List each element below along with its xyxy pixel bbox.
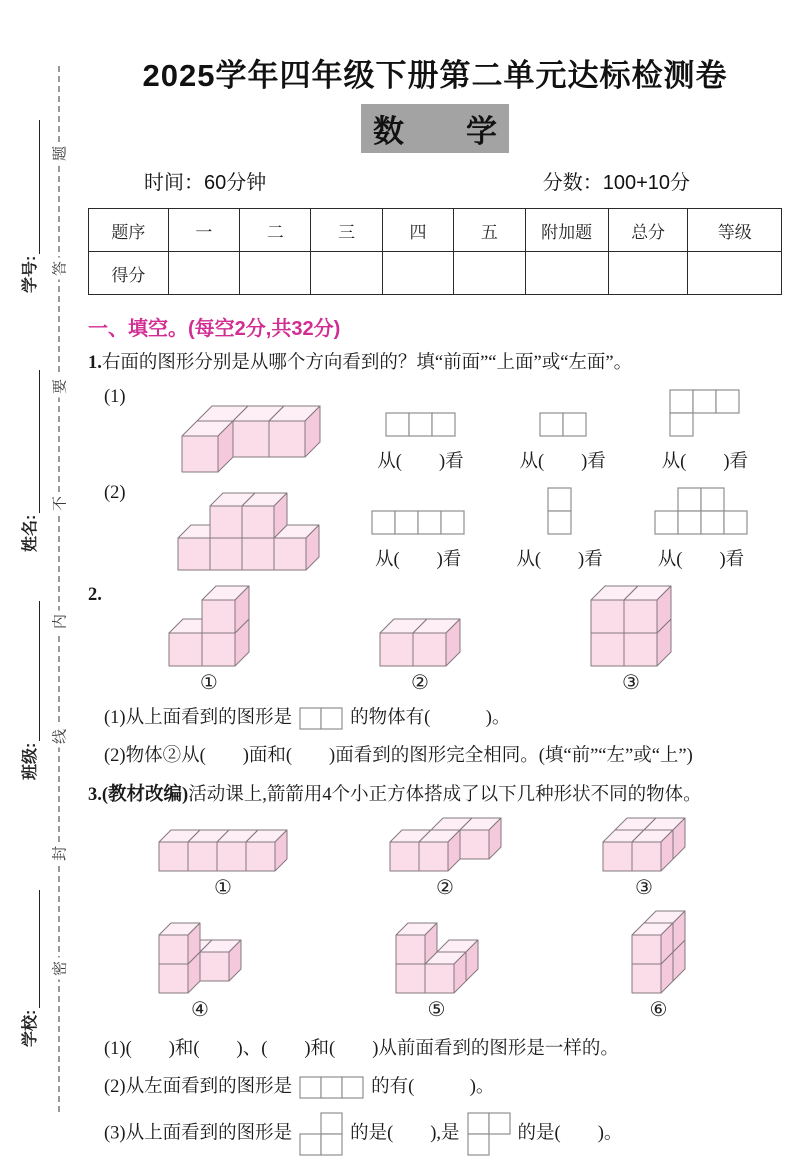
view-grid-L: [669, 389, 740, 437]
score-row-label: 得分: [89, 252, 169, 295]
figure-caption: ③: [635, 877, 653, 900]
figure-caption: ①: [214, 877, 232, 900]
total-score: 分数：100+10分: [542, 172, 690, 194]
name-blank: [24, 370, 40, 513]
seal-char-da: 答: [44, 258, 75, 280]
q3-sub2-text-post: 的有( )。: [371, 1076, 495, 1097]
header-part-2: 二: [240, 209, 311, 252]
view-grid-T: [654, 487, 748, 535]
question-1-number: 1.: [88, 353, 102, 373]
inline-grid-1x2: [299, 707, 343, 730]
student-id-blank: [24, 120, 40, 254]
header-part-1: 一: [168, 209, 239, 252]
header-part-3: 三: [311, 209, 382, 252]
question-3-figures-row-1: [158, 817, 686, 900]
question-1-stem: [88, 350, 782, 377]
class-label: 班级:: [22, 742, 39, 780]
figure-item: [590, 585, 672, 695]
header-part-4: 四: [382, 209, 453, 252]
seal-char-xian: 线: [44, 726, 75, 748]
seal-dashed-line: [58, 66, 60, 1112]
view-block: [654, 483, 748, 571]
q3-sub3-text-mid: 的是( ),是: [350, 1122, 460, 1143]
score-cell: [240, 252, 311, 295]
inline-grid-corner-right: [299, 1112, 343, 1156]
exam-info-row: [88, 166, 782, 195]
cube-figure-q3-1: [158, 829, 288, 872]
seal-char-yao: 要: [44, 376, 75, 398]
header-total: 总分: [608, 209, 688, 252]
view-caption: 从( )看: [516, 549, 603, 570]
cube-figure-q3-6: [631, 910, 686, 994]
q3-sub2-text-pre: (2)从左面看到的图形是: [104, 1076, 293, 1097]
cube-figure-q2-2: [379, 618, 461, 667]
binding-margin: [0, 0, 86, 1122]
header-bonus: 附加题: [525, 209, 608, 252]
part-1-label: (1): [104, 386, 126, 407]
figure-caption: ②: [436, 877, 454, 900]
figure-caption: ④: [191, 999, 209, 1022]
score-cell: [525, 252, 608, 295]
figure-caption: ①: [199, 671, 218, 694]
question-1-text: 右面的图形分别是从哪个方向看到的？填“前面”“上面”或“左面”。: [101, 353, 633, 373]
class-blank: [24, 601, 40, 741]
seal-char-ti: 题: [44, 143, 75, 165]
subject-wrap: [88, 104, 782, 153]
figure-caption: ③: [622, 671, 640, 694]
name-label: 姓名:: [22, 514, 39, 552]
main-content: [88, 0, 782, 1156]
figure-item: [389, 817, 502, 900]
question-3-text: 活动课上,箭箭用4个小正方体搭成了以下几种形状不同的物体。: [188, 785, 702, 806]
header-question-order: 题序: [89, 209, 169, 252]
school-field: [18, 890, 40, 1047]
score-cell: [608, 252, 688, 295]
question-3-figures-row-2: [158, 910, 686, 1022]
figure-item: [395, 910, 479, 1022]
question-2-figures: [168, 585, 672, 695]
question-3-number: 3.: [88, 785, 102, 806]
q2-sub1-text-post: 的物体有( )。: [350, 707, 511, 728]
view-caption: 从( )看: [661, 451, 748, 472]
question-2-number: 2.: [88, 584, 102, 605]
q3-sub3-text-post: 的是( )。: [517, 1122, 623, 1143]
question-2-sub-2: (2)物体②从( )面和( )面看到的图形完全相同。(填“前”“左”或“上”): [104, 745, 693, 766]
header-grade: 等级: [688, 209, 782, 252]
figure-item: [631, 910, 686, 1022]
score-cell: [311, 252, 382, 295]
score-table-score-row: [89, 252, 782, 295]
student-id-field: [18, 120, 40, 293]
figure-caption: ⑥: [649, 999, 668, 1022]
figure-item: [379, 618, 461, 695]
school-label: 学校:: [22, 1009, 39, 1047]
school-blank: [24, 890, 40, 1008]
view-block: [516, 483, 602, 571]
question-2-sub-1: [104, 705, 782, 733]
view-caption: 从( )看: [377, 451, 464, 472]
cube-figure-q3-5: [395, 910, 479, 994]
section-one-heading: 一、填空。(每空2分,共32分): [88, 318, 341, 340]
seal-char-bu: 不: [44, 493, 75, 515]
view-grid-1x4: [371, 510, 465, 535]
part-2-label: (2): [104, 482, 126, 503]
score-table: [88, 208, 782, 295]
view-block: [377, 387, 463, 473]
question-3-tag: (教材改编): [101, 785, 189, 806]
inline-grid-1x3: [299, 1076, 364, 1099]
header-part-5: 五: [454, 209, 525, 252]
view-grid-2x1: [547, 487, 572, 535]
cube-figure-q2-1: [168, 585, 250, 667]
seal-char-nei: 内: [44, 611, 75, 633]
score-cell: [382, 252, 453, 295]
view-caption: 从( )看: [657, 549, 745, 570]
score-table-header-row: [89, 209, 782, 252]
page-title: 2025学年四年级下册第二单元达标检测卷: [142, 58, 728, 93]
q3-sub3-text-pre: (3)从上面看到的图形是: [104, 1122, 293, 1143]
cube-figure-q3-3: [602, 817, 686, 872]
figure-item: [168, 585, 250, 695]
question-3-sub-3: [104, 1112, 782, 1156]
score-cell: [454, 252, 525, 295]
seal-char-mi: 密: [44, 958, 75, 980]
time-limit: 时间：60分钟: [144, 172, 267, 194]
figure-caption: ⑤: [427, 999, 446, 1022]
view-caption: 从( )看: [519, 451, 606, 472]
name-field: [18, 370, 40, 552]
figure-caption: ②: [410, 671, 429, 694]
seal-char-feng: 封: [44, 843, 75, 865]
figure-item: [158, 829, 288, 900]
view-block: [371, 483, 465, 571]
view-block: [519, 387, 605, 473]
view-grid-1x2: [539, 412, 587, 437]
cube-figure-q2-3: [590, 585, 672, 667]
q2-sub1-text-pre: (1)从上面看到的图形是: [104, 707, 293, 728]
cube-figure-q1-1: [181, 405, 321, 473]
question-2-row: [88, 585, 782, 695]
score-cell: [168, 252, 239, 295]
view-caption: 从( )看: [374, 549, 462, 570]
view-grid-1x3: [385, 412, 456, 437]
figure-item: [602, 817, 686, 900]
view-block: [662, 387, 748, 473]
cube-figure-q1-2: [177, 492, 320, 571]
question-3-stem: [88, 782, 782, 809]
question-3-sub-1: (1)( )和( )、( )和( )从前面看到的图形是一样的。: [104, 1039, 619, 1060]
score-cell: [688, 252, 782, 295]
cube-figure-q3-4: [158, 910, 242, 994]
inline-grid-corner-left: [467, 1112, 511, 1156]
question-3-sub-2: [104, 1074, 782, 1102]
question-1-part-1-row: [104, 387, 748, 473]
cube-figure-q3-2: [389, 817, 502, 872]
figure-item: [158, 910, 242, 1022]
class-field: [18, 601, 40, 780]
subject-highlight: 数 学: [361, 104, 509, 153]
student-id-label: 学号:: [22, 255, 39, 293]
question-1-part-2-row: [104, 483, 748, 571]
